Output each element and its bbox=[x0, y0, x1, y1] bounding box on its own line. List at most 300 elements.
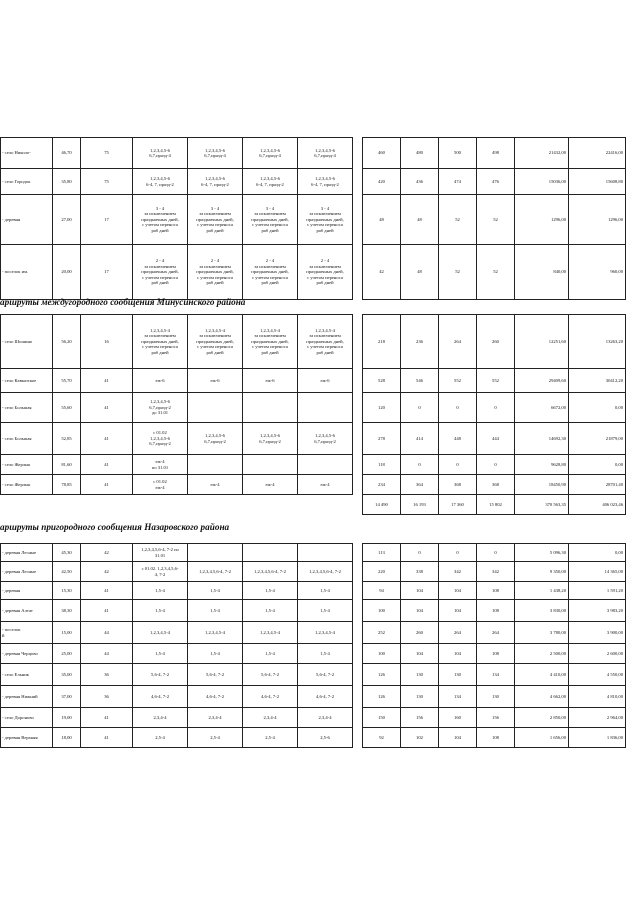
table-cell: 1,2,3,4,5,6-4, 7-2 bbox=[298, 562, 353, 582]
table-cell: 1,2,3,4,5,6-4, 7-2 bbox=[243, 562, 298, 582]
table-cell: 1,5-4 bbox=[188, 644, 243, 664]
table-cell: 1,5-4 bbox=[298, 644, 353, 664]
spacer-cell bbox=[353, 315, 363, 369]
table-cell: 220 bbox=[363, 562, 401, 582]
table-cell: 78,85 bbox=[53, 475, 81, 495]
table-cell: 5,6-4, 7-2 bbox=[133, 664, 188, 686]
table-cell: 1,2,3,4,5-6 6,7,празд-2 bbox=[243, 423, 298, 455]
table-cell: 16 bbox=[81, 315, 133, 369]
table-cell: 15,30 bbox=[53, 582, 81, 600]
table-cell: 17 bbox=[81, 195, 133, 245]
table-cell: 2,3,4-4 bbox=[188, 708, 243, 728]
table-cell: 0 bbox=[439, 393, 477, 423]
table-cell: 41 bbox=[81, 455, 133, 475]
table-cell: 41 bbox=[81, 475, 133, 495]
table-cell: 1,2,3,4,5-6 6,7,празд-4 bbox=[298, 138, 353, 169]
routes-table-3 bbox=[0, 543, 626, 748]
table-cell: 4,6-4, 7-2 bbox=[298, 686, 353, 708]
table-cell: 2 964,00 bbox=[569, 708, 626, 728]
table-cell: 20,00 bbox=[53, 245, 81, 300]
spacer-cell bbox=[353, 169, 363, 195]
table-cell: - деревня Нижний bbox=[1, 686, 53, 708]
table-cell: 2 600,00 bbox=[569, 644, 626, 664]
table-cell: 498 bbox=[477, 138, 515, 169]
table-cell: 0 bbox=[401, 393, 439, 423]
table-cell: 1,5-4 bbox=[298, 582, 353, 600]
total-cell: 16 193 bbox=[401, 495, 439, 515]
table-cell: - поселок й bbox=[1, 622, 53, 644]
routes-table-3-body bbox=[1, 544, 626, 748]
table-cell: - деревня Лесные bbox=[1, 544, 53, 562]
table-cell: - село Жерлык bbox=[1, 455, 53, 475]
table-cell: 9 350,00 bbox=[515, 562, 569, 582]
table-cell: 55,70 bbox=[53, 369, 81, 393]
spacer-cell bbox=[353, 245, 363, 300]
spacer-cell bbox=[133, 495, 188, 515]
table-cell: 27,00 bbox=[53, 195, 81, 245]
table-cell: 1,2,3,4,5,6-4, 7-2 bbox=[188, 562, 243, 582]
table-cell: 134 bbox=[439, 686, 477, 708]
table-row bbox=[1, 600, 626, 622]
table-cell: 2,5-4 bbox=[188, 728, 243, 748]
table-cell: - село Большая bbox=[1, 393, 53, 423]
table-cell: 1,2,3,4,5-6 6-4, 7, празд-2 bbox=[243, 169, 298, 195]
table-cell: 5 096,30 bbox=[515, 544, 569, 562]
table-cell: 260 bbox=[477, 315, 515, 369]
table-cell: 0 bbox=[477, 455, 515, 475]
spacer-cell bbox=[353, 495, 363, 515]
table-cell: 1,2,3,4,5-4 bbox=[133, 622, 188, 644]
total-cell: 406 023,46 bbox=[569, 495, 626, 515]
table-cell: 1 656,00 bbox=[515, 728, 569, 748]
table-cell: 1,2,3,4,5-6 6-4, 7, празд-2 bbox=[188, 169, 243, 195]
table-cell: 234 bbox=[363, 475, 401, 495]
table-cell bbox=[243, 455, 298, 475]
table-cell: 1,5-4 bbox=[298, 600, 353, 622]
table-cell: 15608,80 bbox=[569, 169, 626, 195]
spacer-cell bbox=[353, 455, 363, 475]
table-cell: 13263,20 bbox=[569, 315, 626, 369]
spacer-cell bbox=[353, 475, 363, 495]
table-cell: 5,6-4, 7-2 bbox=[243, 664, 298, 686]
table-cell: 130 bbox=[477, 686, 515, 708]
table-cell: 18,00 bbox=[53, 728, 81, 748]
table-cell: 92 bbox=[363, 728, 401, 748]
table-cell: 156 bbox=[401, 708, 439, 728]
table-cell: еж-4 bbox=[298, 475, 353, 495]
table-cell: 2 850,00 bbox=[515, 708, 569, 728]
table-row bbox=[1, 644, 626, 664]
totals-row bbox=[1, 495, 626, 515]
table-cell: - село Ельник bbox=[1, 664, 53, 686]
table-cell: 0,00 bbox=[569, 455, 626, 475]
table-cell bbox=[243, 393, 298, 423]
table-row bbox=[1, 393, 626, 423]
table-cell: 0 bbox=[401, 455, 439, 475]
table-cell: 0 bbox=[439, 544, 477, 562]
table-cell: 104 bbox=[439, 728, 477, 748]
table-cell: 18450,90 bbox=[515, 475, 569, 495]
table-cell: 1,5-4 bbox=[243, 582, 298, 600]
table-row bbox=[1, 455, 626, 475]
table-cell: 1,2,3,4,5-6 6,7,празд-2 до 31.01 bbox=[133, 393, 188, 423]
table-cell: 102 bbox=[401, 728, 439, 748]
table-cell bbox=[298, 544, 353, 562]
table-cell bbox=[188, 393, 243, 423]
table-cell: еж-4 по 31.01 bbox=[133, 455, 188, 475]
table-cell: 94 bbox=[363, 582, 401, 600]
table-cell: 130 bbox=[401, 664, 439, 686]
table-cell: 2 - 4 за исключением праздничных дней, с учетом переноса раб дней bbox=[298, 245, 353, 300]
table-cell: 22416,00 bbox=[569, 138, 626, 169]
table-cell: 104 bbox=[439, 582, 477, 600]
table-cell: 3 - 4 за исключением праздничных дней, с учетом переноса раб дней bbox=[298, 195, 353, 245]
table-cell: еж-4 bbox=[188, 475, 243, 495]
table-cell bbox=[188, 455, 243, 475]
table-cell bbox=[188, 544, 243, 562]
table-cell: 134 bbox=[477, 664, 515, 686]
table-cell: 41 bbox=[81, 393, 133, 423]
table-cell: 264 bbox=[439, 315, 477, 369]
table-row bbox=[1, 423, 626, 455]
table-cell: 2,3,4-4 bbox=[243, 708, 298, 728]
table-cell: - село Кавказское bbox=[1, 369, 53, 393]
table-cell: 48 bbox=[401, 195, 439, 245]
table-cell: - деревня Верхняя bbox=[1, 728, 53, 748]
routes-table-1 bbox=[0, 137, 626, 300]
table-cell: 104 bbox=[439, 644, 477, 664]
table-cell: 41 bbox=[81, 423, 133, 455]
routes-table-2 bbox=[0, 314, 626, 515]
spacer-cell bbox=[353, 728, 363, 748]
table-cell: 35,00 bbox=[53, 664, 81, 686]
table-cell: 35,80 bbox=[53, 169, 81, 195]
table-cell: 3 - 4 за исключением праздничных дней, с учетом переноса раб дней bbox=[243, 195, 298, 245]
table-cell: 338 bbox=[401, 562, 439, 582]
table-cell: 48 bbox=[401, 245, 439, 300]
table-cell: 364 bbox=[401, 475, 439, 495]
table-cell: 55,60 bbox=[53, 393, 81, 423]
table-cell: 41 bbox=[81, 582, 133, 600]
spacer-cell bbox=[353, 686, 363, 708]
table-cell: 28701,40 bbox=[569, 475, 626, 495]
table-cell: 1,5-4 bbox=[133, 600, 188, 622]
table-cell: - село Дороново bbox=[1, 708, 53, 728]
table-cell: 29409,60 bbox=[515, 369, 569, 393]
table-cell: 414 bbox=[401, 423, 439, 455]
table-cell: 1 591,20 bbox=[569, 582, 626, 600]
table-cell: 41 bbox=[81, 728, 133, 748]
table-row bbox=[1, 708, 626, 728]
table-cell: 1,2,3,4,5-6 6-4, 7, празд-2 bbox=[133, 169, 188, 195]
table-cell: 12251,60 bbox=[515, 315, 569, 369]
section-heading-nazarovo: аршруты пригородного сообщения Назаровского района bbox=[0, 522, 230, 532]
table-cell: 1296,00 bbox=[515, 195, 569, 245]
spacer-cell bbox=[353, 562, 363, 582]
table-cell: 41 bbox=[81, 600, 133, 622]
table-cell: 278 bbox=[363, 423, 401, 455]
table-cell: 448 bbox=[439, 423, 477, 455]
table-cell: 1,2,3,4,5-6 6,7,празд-2 bbox=[298, 423, 353, 455]
table-row bbox=[1, 544, 626, 562]
table-cell: 75 bbox=[81, 138, 133, 169]
routes-table-2-body bbox=[1, 315, 626, 515]
table-cell: 1,2,3,4,5,6-4, 7-2 по 31.01 bbox=[133, 544, 188, 562]
table-cell: 260 bbox=[401, 622, 439, 644]
table-cell: 264 bbox=[477, 622, 515, 644]
table-cell: 21432,00 bbox=[515, 138, 569, 169]
table-cell: 1,2,3,4,5-6 6,7,празд-4 bbox=[243, 138, 298, 169]
table-cell: 42,50 bbox=[53, 562, 81, 582]
total-cell: 15 802 bbox=[477, 495, 515, 515]
spacer-cell bbox=[1, 495, 53, 515]
table-cell: 5,6-4, 7-2 bbox=[188, 664, 243, 686]
total-cell: 17 360 bbox=[439, 495, 477, 515]
table-cell: - деревня bbox=[1, 195, 53, 245]
spacer-cell bbox=[353, 369, 363, 393]
spacer-cell bbox=[243, 495, 298, 515]
table-cell: 2 500,00 bbox=[515, 644, 569, 664]
table-cell: 15,00 bbox=[53, 622, 81, 644]
table-cell: - село Николо- bbox=[1, 138, 53, 169]
table-cell: 44 bbox=[81, 622, 133, 644]
table-cell: 436 bbox=[401, 169, 439, 195]
spacer-cell bbox=[353, 644, 363, 664]
table-cell: 1,2,3,4,5-4 за исключением праздничных дней, с учетом переноса раб дней bbox=[298, 315, 353, 369]
table-cell: 1 836,00 bbox=[569, 728, 626, 748]
table-cell: 104 bbox=[401, 582, 439, 600]
table-cell: 368 bbox=[439, 475, 477, 495]
table-cell: 9628,80 bbox=[515, 455, 569, 475]
table-cell bbox=[243, 544, 298, 562]
table-cell: 474 bbox=[439, 169, 477, 195]
table-cell: 42 bbox=[363, 245, 401, 300]
spacer-cell bbox=[81, 495, 133, 515]
table-cell: 37,00 bbox=[53, 686, 81, 708]
table-cell: 2 - 4 за исключением праздничных дней, с учетом переноса раб дней bbox=[133, 245, 188, 300]
table-cell: с 01.02 еж-4 bbox=[133, 475, 188, 495]
table-cell: 1,2,3,4,5-4 за исключением праздничных дней, с учетом переноса раб дней bbox=[243, 315, 298, 369]
table-cell: 36 bbox=[81, 686, 133, 708]
table-cell: 528 bbox=[363, 369, 401, 393]
table-cell: 36 bbox=[81, 664, 133, 686]
table-cell: 160 bbox=[439, 708, 477, 728]
table-row bbox=[1, 315, 626, 369]
table-cell: 1,5-4 bbox=[188, 582, 243, 600]
table-cell: - село Шошино bbox=[1, 315, 53, 369]
spacer-cell bbox=[353, 393, 363, 423]
table-cell: еж-6 bbox=[188, 369, 243, 393]
total-cell: 14 490 bbox=[363, 495, 401, 515]
table-cell: 2 - 4 за исключением праздничных дней, с учетом переноса раб дней bbox=[188, 245, 243, 300]
table-cell: 3 780,00 bbox=[515, 622, 569, 644]
total-cell: 370 563,35 bbox=[515, 495, 569, 515]
table-row bbox=[1, 664, 626, 686]
table-cell: еж-6 bbox=[298, 369, 353, 393]
table-cell: 48 bbox=[363, 195, 401, 245]
table-cell: 100 bbox=[363, 600, 401, 622]
table-cell: 1,2,3,4,5-6 6,7,празд-4 bbox=[133, 138, 188, 169]
table-cell: 3 900,00 bbox=[569, 622, 626, 644]
table-cell: 3 - 4 за исключением праздничных дней, с учетом переноса раб дней bbox=[188, 195, 243, 245]
table-cell: 6672,00 bbox=[515, 393, 569, 423]
table-cell: 1,5-4 bbox=[188, 600, 243, 622]
table-cell: с 01.02. 1,2,3,4,5,6- 4, 7-2 bbox=[133, 562, 188, 582]
table-cell: 1 438,20 bbox=[515, 582, 569, 600]
table-cell: 3 830,00 bbox=[515, 600, 569, 622]
table-cell: 0,00 bbox=[569, 544, 626, 562]
table-row bbox=[1, 686, 626, 708]
table-cell: 113 bbox=[363, 544, 401, 562]
spacer-cell bbox=[53, 495, 81, 515]
table-cell: 4,6-4, 7-2 bbox=[188, 686, 243, 708]
spacer-cell bbox=[353, 582, 363, 600]
table-cell: 2,5-4 bbox=[243, 728, 298, 748]
spacer-cell bbox=[298, 495, 353, 515]
table-cell: 1,2,3,4,5-4 за исключением праздничных дней, с учетом переноса раб дней bbox=[188, 315, 243, 369]
table-cell: 41 bbox=[81, 369, 133, 393]
table-cell: 52 bbox=[439, 195, 477, 245]
table-cell: 3 - 4 за исключением праздничных дней, с учетом переноса раб дней bbox=[133, 195, 188, 245]
table-cell: 420 bbox=[363, 169, 401, 195]
table-cell: 444 bbox=[477, 423, 515, 455]
spacer-cell bbox=[353, 622, 363, 644]
table-cell: 46,70 bbox=[53, 138, 81, 169]
table-cell: 108 bbox=[477, 644, 515, 664]
table-cell: 4,6-4, 7-2 bbox=[133, 686, 188, 708]
table-cell: 218 bbox=[363, 315, 401, 369]
table-cell: 52 bbox=[439, 245, 477, 300]
table-cell: 52 bbox=[477, 195, 515, 245]
table-cell: 45,30 bbox=[53, 544, 81, 562]
table-cell: 14 365,00 bbox=[569, 562, 626, 582]
table-row bbox=[1, 728, 626, 748]
table-cell: 476 bbox=[477, 169, 515, 195]
table-cell: 1,2,3,4,5-4 за исключением праздничных дней, с учетом переноса раб дней bbox=[133, 315, 188, 369]
table-cell: 0 bbox=[401, 544, 439, 562]
table-cell: 14692,30 bbox=[515, 423, 569, 455]
table-cell: - поселок им. bbox=[1, 245, 53, 300]
table-cell: 960,00 bbox=[569, 245, 626, 300]
table-cell: 25,00 bbox=[53, 644, 81, 664]
table-cell: 4 410,00 bbox=[515, 664, 569, 686]
table-row bbox=[1, 562, 626, 582]
table-cell: 1,2,3,4,5-4 bbox=[243, 622, 298, 644]
table-cell: 104 bbox=[439, 600, 477, 622]
table-cell: с 01.02 1,2,3,4,5-6 6,7,празд-2 bbox=[133, 423, 188, 455]
table-row bbox=[1, 245, 626, 300]
table-cell: 500 bbox=[439, 138, 477, 169]
table-cell: 1,2,3,4,5-4 bbox=[188, 622, 243, 644]
table-row bbox=[1, 369, 626, 393]
table-cell: 4 810,00 bbox=[569, 686, 626, 708]
table-cell: - деревня Черцово bbox=[1, 644, 53, 664]
table-cell: 52,85 bbox=[53, 423, 81, 455]
table-cell: 56,20 bbox=[53, 315, 81, 369]
table-cell: 104 bbox=[401, 600, 439, 622]
table-cell: 1,5-4 bbox=[243, 644, 298, 664]
table-cell: 252 bbox=[363, 622, 401, 644]
table-cell: - деревня Лесные bbox=[1, 562, 53, 582]
table-cell: 118 bbox=[363, 455, 401, 475]
spacer-cell bbox=[353, 708, 363, 728]
table-row bbox=[1, 475, 626, 495]
table-cell: 552 bbox=[439, 369, 477, 393]
table-cell: 1,5-4 bbox=[133, 582, 188, 600]
table-cell: 100 bbox=[363, 644, 401, 664]
table-cell: 5,6-4, 7-2 bbox=[298, 664, 353, 686]
table-cell: 130 bbox=[401, 686, 439, 708]
table-cell: 342 bbox=[439, 562, 477, 582]
table-cell: 1,2,3,4,5-6 6-4, 7, празд-2 bbox=[298, 169, 353, 195]
table-cell: 44 bbox=[81, 644, 133, 664]
table-cell: 1,2,3,4,5-6 6,7,празд-4 bbox=[188, 138, 243, 169]
table-cell: 15036,00 bbox=[515, 169, 569, 195]
table-cell: 236 bbox=[401, 315, 439, 369]
table-cell: 42 bbox=[81, 562, 133, 582]
table-cell: 368 bbox=[477, 475, 515, 495]
table-cell: еж-6 bbox=[243, 369, 298, 393]
table-cell: 1,5-4 bbox=[133, 644, 188, 664]
table-cell: 156 bbox=[477, 708, 515, 728]
table-cell: 0 bbox=[477, 393, 515, 423]
table-cell: 546 bbox=[401, 369, 439, 393]
table-cell: 2,3,4-4 bbox=[133, 708, 188, 728]
table-cell bbox=[298, 455, 353, 475]
table-cell: 52 bbox=[477, 245, 515, 300]
spacer-cell bbox=[353, 544, 363, 562]
table-cell: 4 662,00 bbox=[515, 686, 569, 708]
spacer-cell bbox=[188, 495, 243, 515]
spacer-cell bbox=[353, 138, 363, 169]
table-cell: 130 bbox=[439, 664, 477, 686]
table-cell: 19,00 bbox=[53, 708, 81, 728]
spacer-cell bbox=[353, 423, 363, 455]
table-cell: 108 bbox=[477, 728, 515, 748]
table-cell: 21879,00 bbox=[569, 423, 626, 455]
table-cell: 38,30 bbox=[53, 600, 81, 622]
table-cell: 0 bbox=[477, 544, 515, 562]
table-cell: 126 bbox=[363, 664, 401, 686]
table-cell: 108 bbox=[477, 582, 515, 600]
table-cell: 1296,00 bbox=[569, 195, 626, 245]
table-cell: 42 bbox=[81, 544, 133, 562]
spacer-cell bbox=[353, 600, 363, 622]
table-cell: 460 bbox=[363, 138, 401, 169]
table-cell: 0,00 bbox=[569, 393, 626, 423]
table-cell: 1,2,3,4,5-4 bbox=[298, 622, 353, 644]
table-cell: еж-6 bbox=[133, 369, 188, 393]
spacer-cell bbox=[353, 664, 363, 686]
table-row bbox=[1, 582, 626, 600]
table-cell: 840,00 bbox=[515, 245, 569, 300]
table-cell: - деревня bbox=[1, 582, 53, 600]
table-cell: 17 bbox=[81, 245, 133, 300]
routes-table-1-body bbox=[1, 138, 626, 300]
table-cell: еж-4 bbox=[243, 475, 298, 495]
table-cell: 30412,20 bbox=[569, 369, 626, 393]
table-row bbox=[1, 169, 626, 195]
table-cell: 264 bbox=[439, 622, 477, 644]
table-cell: 104 bbox=[401, 644, 439, 664]
table-cell: 0 bbox=[439, 455, 477, 475]
table-cell: - село Жерлык bbox=[1, 475, 53, 495]
table-row bbox=[1, 138, 626, 169]
table-cell: - деревня Алтат bbox=[1, 600, 53, 622]
table-cell: 2,3,4-4 bbox=[298, 708, 353, 728]
table-cell bbox=[298, 393, 353, 423]
table-cell: 1,5-4 bbox=[243, 600, 298, 622]
